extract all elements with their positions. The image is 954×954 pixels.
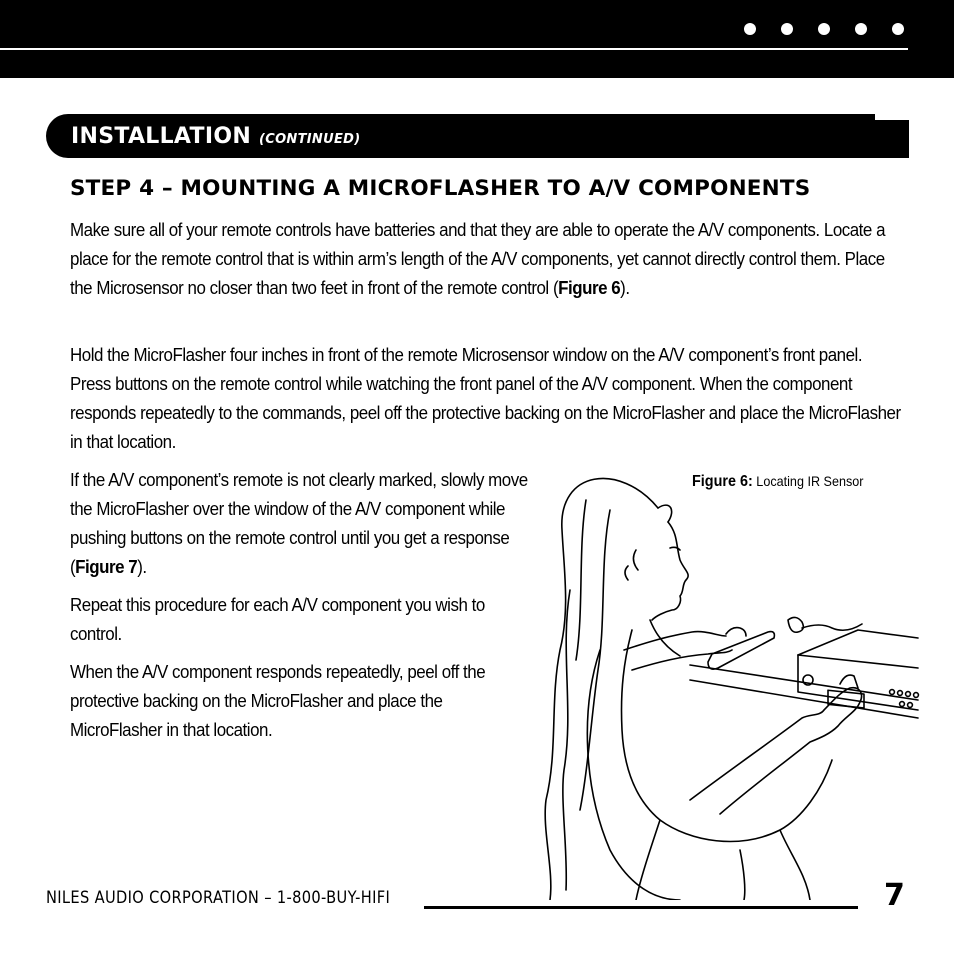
figure-6-illustration <box>540 470 920 900</box>
header-dots <box>744 23 904 35</box>
face-drawing <box>652 522 688 620</box>
paragraph-2: Hold the MicroFlasher four inches in front of the remote Microsensor window on the A/V component’s front panel. Press buttons on the remote control while watching the front panel of the A/V component. When the component responds repeatedly to the commands, peel off the protective backing on the MicroFlasher and place the MicroFlasher in that location. <box>70 345 901 452</box>
section-bar <box>46 114 909 158</box>
paragraph-1 <box>70 216 907 303</box>
section-subtitle: (CONTINUED) <box>259 132 361 147</box>
figure-6-reference: Figure 6 <box>558 278 621 298</box>
dot-icon <box>781 23 793 35</box>
footer-company: NILES AUDIO CORPORATION – 1-800-BUY-HIFI <box>46 888 391 908</box>
paragraph-1-text: Make sure all of your remote controls have batteries and that they are able to operate the A/V components. Locate a place for the remote control that is within arm’s length of the A/V components, yet cannot directly control them. Place the Microsensor no closer than two feet in front of the remote control ( <box>70 220 886 298</box>
dot-icon <box>855 23 867 35</box>
header-rule <box>0 48 908 50</box>
paragraph-3-end: ). <box>137 557 147 577</box>
paragraph-1-end: ). <box>620 278 630 298</box>
figure-caption-text: Locating IR Sensor <box>756 473 864 489</box>
dot-icon <box>818 23 830 35</box>
section-title <box>71 124 360 149</box>
paragraph-3-text: If the A/V component’s remote is not clearly marked, slowly move the MicroFlasher over the window of the A/V component while pushing buttons on the remote control until you get a response ( <box>70 470 528 577</box>
dot-icon <box>892 23 904 35</box>
footer-rule <box>424 906 858 909</box>
figure-label: Figure 6: <box>692 473 753 490</box>
figure-7-reference: Figure 7 <box>75 557 138 577</box>
hair-drawing <box>545 478 658 900</box>
paragraph-3 <box>70 466 535 582</box>
step-title: STEP 4 – MOUNTING A MICROFLASHER TO A/V COMPONENTS <box>70 176 811 201</box>
remote-drawing <box>708 632 774 670</box>
table-edge <box>690 665 918 718</box>
header-band <box>0 0 954 78</box>
page-number: 7 <box>884 878 905 913</box>
arm-drawing <box>624 632 732 670</box>
paragraph-4: Repeat this procedure for each A/V component you wish to control. <box>70 595 485 644</box>
microsensor-drawing <box>788 617 862 632</box>
paragraph-5: When the A/V component responds repeatedly, peel off the protective backing on the MicroFlasher and place the MicroFlasher in that location. <box>70 662 486 740</box>
dot-icon <box>744 23 756 35</box>
section-title-text: INSTALLATION <box>71 124 252 149</box>
section-bar-notch <box>875 114 909 120</box>
reaching-arm-drawing <box>690 688 862 814</box>
